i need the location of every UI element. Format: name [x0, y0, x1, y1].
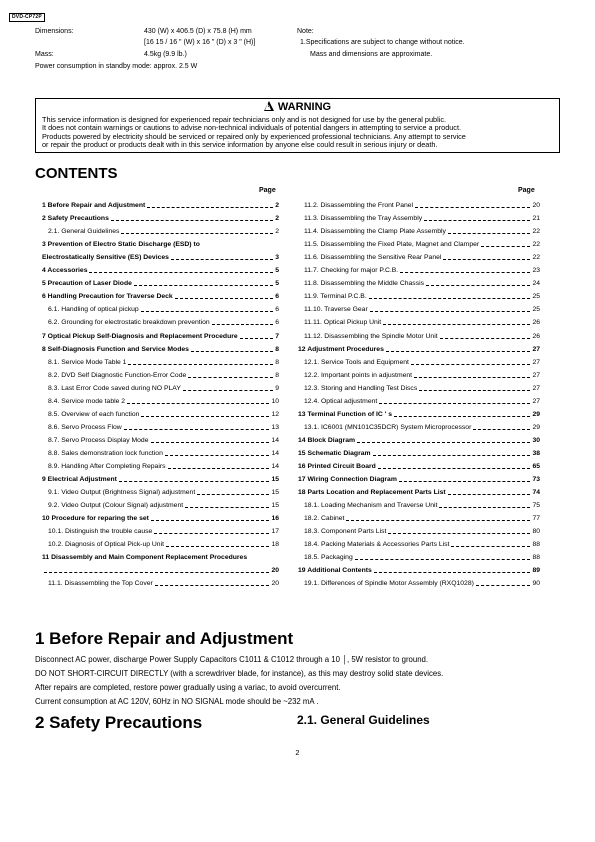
toc-entry-label: 8.4. Service mode table 2: [48, 397, 126, 405]
toc-entry[interactable]: [304, 359, 540, 367]
toc-leader-dots: [473, 429, 530, 430]
toc-entry-label: 18.3. Component Parts List: [304, 528, 387, 536]
toc-leader-dots: [183, 390, 273, 391]
toc-entry[interactable]: [48, 411, 279, 419]
toc-entry[interactable]: [304, 424, 540, 432]
warning-text: [42, 116, 555, 149]
toc-entry-page: 20: [532, 202, 540, 209]
section-1-line: Disconnect AC power, discharge Power Supply Capacitors C1011 & C1012 through a 10 │, 5W resistor to ground.: [35, 655, 429, 664]
toc-leader-dots: [185, 507, 269, 508]
toc-entry[interactable]: [48, 437, 279, 445]
toc-leader-dots: [370, 311, 531, 312]
warning-line: or repair the product or products dealt with in this service information by anyone else could result in serious injury or death.: [42, 139, 438, 149]
toc-entry[interactable]: [304, 319, 540, 327]
toc-entry-label: 8.2. DVD Self Diagnostic Function-Error Code: [48, 371, 187, 379]
toc-entry-page: 27: [532, 358, 540, 366]
toc-leader-dots: [212, 324, 274, 325]
toc-entry-page: 25: [532, 306, 540, 314]
toc-entry-page: 9: [275, 384, 279, 392]
toc-entry-page: 20: [271, 567, 279, 575]
toc-leader-dots: [451, 546, 530, 547]
contents-title: CONTENTS: [35, 165, 118, 182]
toc-entry-label: 17 Wiring Connection Diagram: [298, 476, 397, 484]
section-1-line: DO NOT SHORT-CIRCUIT DIRECTLY (with a screwdriver blade, for instance), as this may destroy solid state devices.: [35, 669, 444, 678]
toc-entry-label: 6.1. Handling of optical pickup: [48, 306, 139, 314]
toc-entry[interactable]: [304, 202, 540, 210]
toc-entry-label: Electrostatically Sensitive (ES) Devices: [42, 254, 169, 262]
section-1-line: After repairs are completed, restore power gradually using a variac, to avoid overcurrent.: [35, 683, 341, 692]
toc-entry[interactable]: [298, 437, 540, 445]
toc-entry-page: 17: [271, 528, 279, 536]
toc-leader-dots: [128, 364, 273, 365]
toc-entry[interactable]: [42, 280, 279, 288]
toc-entry-label: 8.1. Service Mode Table 1: [48, 358, 127, 366]
toc-entry-label: 11.9. Terminal P.C.B.: [304, 293, 367, 301]
toc-leader-dots: [415, 207, 530, 208]
toc-leader-dots: [400, 272, 530, 273]
toc-entry-page: 8: [275, 345, 279, 353]
toc-leader-dots: [197, 494, 269, 495]
toc-entry-label: 11.11. Optical Pickup Unit: [304, 319, 382, 327]
toc-entry-page: 80: [532, 528, 540, 536]
toc-leader-dots: [448, 494, 531, 495]
toc-entry-page: 12: [271, 410, 279, 418]
warning-line: It does not contain warnings or cautions to advise non-technical individuals of potential dangers in attempting to service a product.: [42, 123, 462, 133]
toc-entry-page: 89: [532, 567, 540, 575]
toc-entry[interactable]: [48, 398, 279, 406]
toc-entry-page: 14: [271, 449, 279, 457]
toc-entry[interactable]: [304, 554, 540, 562]
toc-entry-page: 14: [271, 463, 279, 470]
toc-leader-dots: [388, 533, 530, 534]
toc-entry[interactable]: [42, 241, 279, 249]
toc-entry-page: 27: [532, 371, 540, 379]
toc-entry[interactable]: [304, 293, 540, 301]
toc-entry[interactable]: [304, 333, 540, 341]
toc-entry[interactable]: [304, 541, 540, 549]
toc-entry-page: 27: [532, 384, 540, 392]
toc-leader-dots: [151, 520, 270, 521]
toc-entry[interactable]: [304, 280, 540, 288]
toc-entry-label: 8.7. Servo Process Display Mode: [48, 436, 149, 444]
toc-leader-dots: [175, 298, 274, 299]
toc-entry[interactable]: [48, 463, 279, 471]
toc-entry[interactable]: [42, 267, 279, 275]
toc-entry-label: 18.4. Packing Materials & Accessories Parts List: [304, 541, 450, 549]
section-2-1-title: 2.1. General Guidelines: [297, 713, 430, 727]
toc-leader-dots: [191, 351, 273, 352]
toc-leader-dots: [424, 220, 530, 221]
toc-entry[interactable]: [42, 215, 279, 223]
toc-leader-dots: [119, 481, 270, 482]
toc-leader-dots: [346, 520, 530, 521]
toc-entry[interactable]: [42, 476, 279, 484]
toc-entry-page: 22: [532, 228, 540, 236]
toc-entry-page: 24: [532, 280, 540, 288]
toc-entry-label: 11.8. Disassembling the Middle Chassis: [304, 280, 425, 288]
toc-entry[interactable]: [304, 254, 540, 262]
toc-entry-page: 5: [275, 280, 279, 288]
toc-leader-dots: [426, 285, 530, 286]
dimensions-inch: [16 15 / 16 " (W) x 16 " (D) x 3 " (H)]: [144, 39, 256, 46]
toc-entry-label: 11.7. Checking for major P.C.B.: [304, 267, 399, 275]
toc-leader-dots: [134, 285, 273, 286]
toc-entry-label: 7 Optical Pickup Self-Diagnosis and Replacement Procedure: [42, 332, 238, 340]
toc-entry-page: 16: [271, 515, 279, 523]
toc-leader-dots: [111, 220, 273, 221]
toc-entry[interactable]: [304, 306, 540, 314]
toc-entry-label: 11.4. Disassembling the Clamp Plate Assembly: [304, 228, 446, 236]
toc-entry[interactable]: [304, 241, 540, 249]
toc-entry[interactable]: [304, 502, 540, 510]
toc-entry[interactable]: [42, 515, 279, 523]
toc-entry-page: 30: [532, 436, 540, 444]
toc-leader-dots: [419, 390, 530, 391]
toc-entry-label: 9.2. Video Output (Colour Signal) adjustment: [48, 502, 184, 510]
toc-entry-page: 7: [275, 332, 279, 340]
toc-entry-page: 5: [275, 267, 279, 275]
toc-entry[interactable]: [48, 541, 279, 549]
toc-entry[interactable]: [304, 215, 540, 223]
toc-entry[interactable]: [298, 489, 540, 497]
toc-entry-page: 14: [271, 436, 279, 444]
toc-entry-page: 15: [271, 476, 279, 484]
toc-entry[interactable]: [304, 515, 540, 523]
toc-entry[interactable]: [42, 333, 279, 341]
toc-leader-dots: [357, 442, 530, 443]
toc-entry-page: 15: [271, 489, 279, 497]
toc-leader-dots: [481, 246, 530, 247]
toc-entry-label: 8.5. Overview of each function: [48, 410, 140, 418]
toc-entry[interactable]: [48, 385, 279, 393]
toc-entry[interactable]: [304, 228, 540, 236]
toc-entry-page: 6: [275, 319, 279, 327]
toc-entry[interactable]: [48, 372, 279, 380]
toc-entry-label: 1 Before Repair and Adjustment: [42, 202, 146, 209]
toc-entry-label: 2.1. General Guidelines: [48, 228, 120, 236]
model-tag: DVD-CP72P: [9, 13, 45, 22]
toc-entry-label: 8.9. Handling After Completing Repairs: [48, 463, 166, 470]
toc-entry-page: 26: [532, 332, 540, 340]
toc-leader-dots: [171, 259, 273, 260]
toc-entry[interactable]: [298, 567, 540, 575]
toc-entry-page: 6: [275, 293, 279, 301]
toc-entry-page: 74: [532, 489, 540, 497]
toc-entry[interactable]: [298, 450, 540, 458]
toc-entry[interactable]: [48, 580, 279, 588]
toc-leader-dots: [443, 259, 530, 260]
toc-entry[interactable]: [304, 528, 540, 536]
toc-entry-label: 18 Parts Location and Replacement Parts List: [298, 489, 446, 497]
toc-entry-page: 29: [532, 410, 540, 418]
toc-leader-dots: [383, 324, 530, 325]
toc-leader-dots: [374, 572, 531, 573]
toc-entry-page: 88: [532, 541, 540, 549]
toc-entry-page: 2: [275, 215, 279, 223]
toc-leader-dots: [394, 416, 530, 417]
toc-leader-dots: [411, 364, 531, 365]
toc-entry-page: 3: [275, 254, 279, 262]
toc-entry-label: 9 Electrical Adjustment: [42, 476, 117, 484]
toc-entry-label: 19.1. Differences of Spindle Motor Assembly (RXQ1028): [304, 580, 474, 588]
toc-entry-label: 15 Schematic Diagram: [298, 449, 371, 457]
toc-entry-page: 38: [532, 449, 540, 457]
toc-leader-dots: [399, 481, 531, 482]
toc-entry-label: 8.3. Last Error Code saved during NO PLAY: [48, 384, 181, 392]
toc-entry[interactable]: [48, 489, 279, 497]
toc-entry-label: 4 Accessories: [42, 267, 88, 275]
mass-label: Mass:: [35, 51, 54, 58]
toc-entry-page: 88: [532, 554, 540, 562]
toc-leader-dots: [439, 507, 530, 508]
toc-entry[interactable]: [304, 372, 540, 380]
toc-leader-dots: [414, 377, 530, 378]
mass-value: 4.5kg (9.9 lb.): [144, 51, 187, 58]
warning-heading: [36, 101, 559, 114]
toc-entry-label: 6 Handling Precaution for Traverse Deck: [42, 293, 173, 301]
toc-entry-label: 3 Prevention of Electro Static Discharge (ESD) to: [42, 241, 200, 249]
toc-entry-label: 5 Precaution of Laser Diode: [42, 280, 132, 288]
toc-entry-label: 11.2. Disassembling the Front Panel: [304, 202, 414, 209]
toc-leader-dots: [155, 585, 270, 586]
toc-entry-page: 23: [532, 267, 540, 275]
toc-entry-label: 9.1. Video Output (Brightness Signal) adjustment: [48, 489, 196, 497]
toc-entry[interactable]: [298, 346, 540, 354]
toc-entry[interactable]: [48, 502, 279, 510]
toc-entry-page: 8: [275, 358, 279, 366]
toc-entry[interactable]: [42, 346, 279, 354]
toc-leader-dots: [165, 455, 270, 456]
toc-entry[interactable]: [42, 254, 279, 262]
toc-entry-page: 27: [532, 345, 540, 353]
toc-entry-page: 22: [532, 241, 540, 249]
toc-entry-label: 12.4. Optical adjustment: [304, 397, 378, 405]
toc-entry-page: 18: [271, 541, 279, 549]
toc-leader-dots: [378, 468, 531, 469]
section-1-line: Current consumption at AC 120V, 60Hz in NO SIGNAL mode should be ~232 mA .: [35, 697, 319, 706]
toc-entry-page: 77: [532, 515, 540, 523]
toc-leader-dots: [168, 468, 270, 469]
toc-leader-dots: [166, 546, 269, 547]
toc-entry[interactable]: [48, 450, 279, 458]
toc-entry[interactable]: [48, 319, 279, 327]
toc-entry-label: 13 Terminal Function of IC ' s: [298, 410, 393, 418]
toc-leader-dots: [448, 233, 531, 234]
toc-entry[interactable]: [42, 202, 279, 210]
toc-entry-label: 2 Safety Precautions: [42, 215, 109, 223]
page-header-left: Page: [259, 187, 276, 194]
toc-entry-label: 10.2. Diagnosis of Optical Pick-up Unit: [48, 541, 164, 549]
toc-leader-dots: [476, 585, 531, 586]
toc-leader-dots: [355, 559, 531, 560]
toc-entry-page: 2: [275, 202, 279, 209]
toc-leader-dots: [44, 572, 269, 573]
toc-entry-page: 20: [271, 580, 279, 588]
toc-leader-dots: [369, 298, 531, 299]
toc-leader-dots: [147, 207, 273, 208]
toc-entry-label: 16 Printed Circuit Board: [298, 463, 376, 470]
toc-entry[interactable]: [298, 476, 540, 484]
toc-entry-label: 6.2. Grounding for electrostatic breakdown prevention: [48, 319, 210, 327]
toc-entry-page: 75: [532, 502, 540, 510]
toc-entry-label: 10.1. Distinguish the trouble cause: [48, 528, 153, 536]
toc-entry[interactable]: [298, 463, 540, 471]
toc-entry-page: 29: [532, 423, 540, 431]
toc-entry-page: 10: [271, 397, 279, 405]
toc-entry-label: 18.2. Cabinet: [304, 515, 345, 523]
toc-leader-dots: [379, 403, 530, 404]
toc-entry-page: 15: [271, 502, 279, 510]
toc-entry-page: 8: [275, 371, 279, 379]
toc-entry-label: 13.1. IC6001 (MN101C35DCR) System Microprocessor: [304, 423, 472, 431]
toc-entry[interactable]: [48, 359, 279, 367]
dimensions-label: Dimensions:: [35, 28, 74, 35]
toc-leader-dots: [141, 416, 269, 417]
toc-leader-dots: [141, 311, 274, 312]
toc-entry-label: 8.6. Servo Process Flow: [48, 423, 122, 431]
toc-leader-dots: [151, 442, 270, 443]
page-number: 2: [295, 748, 300, 757]
page-header-right: Page: [518, 187, 535, 194]
toc-entry-label: 10 Procedure for reparing the set: [42, 515, 149, 523]
toc-leader-dots: [89, 272, 273, 273]
toc-entry-label: 11.3. Disassembling the Tray Assembly: [304, 215, 423, 223]
toc-entry[interactable]: [298, 411, 540, 419]
toc-entry-label: 11 Disassembly and Main Component Replacement Procedures: [42, 554, 248, 562]
toc-entry-page: 73: [532, 476, 540, 484]
toc-entry-label: 11.10. Traverse Gear: [304, 306, 368, 314]
toc-entry-label: 11.5. Disassembling the Fixed Plate, Magnet and Clamper: [304, 241, 480, 249]
toc-entry-label: 18.5. Packaging: [304, 554, 353, 562]
note-2: Mass and dimensions are approximate.: [310, 51, 433, 58]
section-1-title: 1 Before Repair and Adjustment: [35, 629, 294, 648]
toc-leader-dots: [188, 377, 273, 378]
toc-entry-label: 11.12. Disassembling the Spindle Motor Unit: [304, 332, 438, 340]
toc-entry-label: 14 Block Diagram: [298, 436, 356, 444]
toc-entry-page: 21: [532, 215, 540, 223]
dimensions-value: 430 (W) x 406.5 (D) x 75.8 (H) mm: [144, 28, 252, 35]
toc-entry[interactable]: [48, 306, 279, 314]
toc-entry-label: 12 Adjustment Procedures: [298, 345, 384, 353]
toc-entry-page: 65: [532, 463, 540, 470]
toc-entry-page: 90: [532, 580, 540, 588]
toc-entry[interactable]: [42, 293, 279, 301]
warning-triangle-icon: [264, 101, 274, 111]
toc-entry[interactable]: [304, 385, 540, 393]
toc-entry[interactable]: [48, 228, 279, 236]
toc-entry-page: 22: [532, 254, 540, 262]
toc-entry[interactable]: [42, 554, 279, 562]
toc-entry-page: 13: [271, 423, 279, 431]
toc-entry-label: 12.1. Service Tools and Equipment: [304, 358, 409, 366]
toc-leader-dots: [386, 351, 531, 352]
toc-entry-page: 27: [532, 397, 540, 405]
toc-entry-label: 8.8. Sales demonstration lock function: [48, 449, 163, 457]
toc-entry[interactable]: [304, 580, 540, 588]
toc-leader-dots: [440, 338, 531, 339]
toc-leader-dots: [373, 455, 531, 456]
toc-entry[interactable]: [304, 267, 540, 275]
toc-entry-label: 19 Additional Contents: [298, 567, 372, 575]
warning-title: WARNING: [277, 101, 332, 113]
toc-leader-dots: [121, 233, 273, 234]
toc-entry-label: 12.2. Important points in adjustment: [304, 371, 413, 379]
warning-line: Products powered by electricity should be serviced or repaired only by experienced professional technicians. Any attempt to service: [42, 131, 466, 141]
toc-entry[interactable]: [42, 567, 279, 575]
warning-box: [35, 98, 560, 153]
toc-entry-page: 26: [532, 319, 540, 327]
toc-entry-label: 8 Self-Diagnosis Function and Service Modes: [42, 345, 189, 353]
toc-entry-page: 6: [275, 306, 279, 314]
note-label: Note:: [297, 28, 314, 35]
toc-entry-page: 2: [275, 228, 279, 236]
toc-entry-label: 11.6. Disassembling the Sensitive Rear Panel: [304, 254, 442, 262]
standby-power: Power consumption in standby mode: approx. 2.5 W: [35, 63, 198, 70]
toc-leader-dots: [154, 533, 269, 534]
toc-leader-dots: [127, 403, 269, 404]
toc-leader-dots: [240, 338, 274, 339]
section-2-title: 2 Safety Precautions: [35, 713, 203, 732]
toc-leader-dots: [124, 429, 270, 430]
toc-entry-label: 11.1. Disassembling the Top Cover: [48, 580, 153, 588]
toc-entry[interactable]: [48, 424, 279, 432]
toc-entry-page: 25: [532, 293, 540, 301]
toc-entry[interactable]: [48, 528, 279, 536]
warning-line: This service information is designed for experienced repair technicians only and is not designed for use by the general public.: [42, 115, 446, 124]
toc-entry-label: 18.1. Loading Mechanism and Traverse Unit: [304, 502, 438, 510]
note-1: 1.Specifications are subject to change without notice.: [300, 39, 465, 46]
toc-entry-label: 12.3. Storing and Handling Test Discs: [304, 384, 418, 392]
toc-entry[interactable]: [304, 398, 540, 406]
